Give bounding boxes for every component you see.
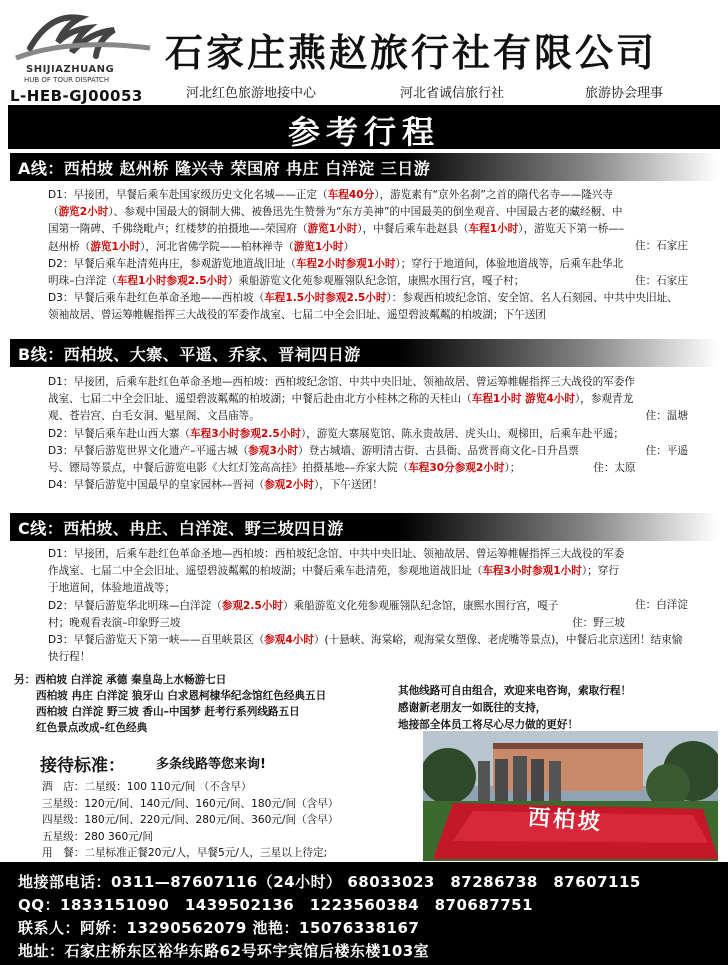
invite-line-3: 地接部全体员工将尽心尽力做的更好！ (398, 719, 579, 731)
header-tagline-1: 河北红色旅游地接中心 (186, 86, 317, 101)
route-c-itinerary (48, 546, 688, 666)
logo-text: SHIJIAZHUANG (26, 64, 115, 75)
standard-row: 用 餐：二星标准正餐20元/人，早餐5元/人，三星以上待定; (42, 847, 328, 859)
route-b-day-2: 住：平遥 D2：早餐后乘车赴山西大寨（车程3小时参观2.5小时），游览大寨展览馆、陈永贵故居、虎头山、观梯田，后乘车赴平遥； (48, 427, 688, 457)
standard-row: 酒 店：二星级：100 110元/间 （不含早） (42, 781, 252, 793)
footer-contact: 联系人：阿娇：13290562079 池艳：15076338167 (18, 919, 420, 937)
route-a-day-3: D3：早餐后乘车赴红色革命圣地——西柏坡（车程1.5小时参观2.5小时）：参观西柏坡纪念馆、安全馆、名人石刻园、中共中央旧址、领袖故居、曾运筹帷幄指挥三大战役的军委作战室、七届二中全会旧址、遥望碧波粼粼的柏坡湖；下午送团 (48, 292, 678, 322)
route-a-day-2: 住：石家庄 D2：早餐后乘车赴清苑冉庄，参观游览地道战旧址（车程2小时参观1小时）；穿行于地道间，体验地道战等，后乘车赴华北明珠–白洋淀（车程1小时参观2.5小时）乘船游览文化苑参观雁翎队纪念馆，康熙水围行宫，嘎子村； (48, 257, 688, 288)
invite-line-2: 感谢新老朋友一如既往的支持， (398, 702, 547, 714)
photo-sign: 西柏坡 (527, 805, 604, 836)
route-c-day-2: 住：野三坡 D2：早餐后游览华北明珠—白洋淀（参观2.5小时）乘船游览文化苑参观雁翎队纪念馆，康熙水围行宫，嘎子村；晚观看表演–印象野三坡 (48, 599, 626, 629)
header-tagline-3: 旅游协会理事 (585, 86, 664, 101)
contact-footer (0, 862, 728, 965)
footer-address: 地址：石家庄桥东区裕华东路62号环宇宾馆后楼东楼103室 (18, 942, 430, 960)
route-b-itinerary (48, 374, 688, 494)
other-routes (14, 672, 414, 736)
page-title: 参考行程 (287, 113, 440, 151)
route-c-label: C线：西柏坡、冉庄、白洋淀、野三坡四日游 (18, 519, 344, 538)
footer-phone: 地接部电话：0311—87607116（24小时） 68033023 87286738 87607115 (18, 873, 641, 891)
standards-list (42, 779, 412, 862)
photo-scene (423, 731, 718, 861)
header-tagline-2: 河北省诚信旅行社 (400, 86, 505, 101)
license-number: L-HEB-GJ00053 (10, 87, 143, 105)
invite-line-1: 其他线路可自由组合，欢迎来电咨询，索取行程！ (398, 685, 632, 697)
route-c-day-3: D3：早餐后游览天下第一峡——百里峡景区（参观4小时）(十悬峡、海棠峪，观海棠女塑像、老虎嘴等景点)，中餐后北京送团！结束愉快行程！ (48, 634, 683, 664)
standards-subtitle: 多条线路等您来询! (156, 757, 266, 772)
standard-row: 四星级：180元/间、220元/间、280元/间、360元/间（含早） (42, 814, 339, 826)
route-a-header (10, 153, 718, 181)
standard-row: 五星级：280 360元/间 (42, 830, 153, 843)
route-b-day-4: D4：早餐后游览中国最早的皇家园林––晋祠（参观2小时），下午送团！ (48, 479, 383, 492)
invitation-text (398, 683, 723, 734)
route-c-header (10, 513, 718, 541)
route-b-day-3: 住：太原 D3：早餐后游览世界文化遗产–平遥古城（参观3小时）登古城墙、游明清古街、古县衙、品赏晋商文化–日升昌票号、镖局等景点，中餐后游览电影《大红灯笼高高挂》拍摄基地––乔家大院（车程30分参观2小时）； (48, 444, 636, 475)
route-a-day-1: 住：石家庄 D1：早接团，早餐后乘车赴国家级历史文化名城——正定（车程40分），游览素有“京外名刹”之首的隋代名寺——隆兴寺（游览2小时）、参观中国最大的铜制大佛、被鲁迅先生赞誉为“东方美神”的中国最美的倒坐观音、中国最古老的藏经橱、中国第一隋碑、千佛绕毗卢；红楼梦的拍摄地—–荣国府（游览1小时），中餐后乘车赴赵县（车程1小时），游览天下第一桥—–赵州桥（游览1小时），河北省佛学院——柏林禅寺（游览1小时） (48, 189, 688, 253)
standard-row: 三星级：120元/间、140元/间、160元/间、180元/间（含早） (42, 797, 339, 810)
route-c-day-1: 住：白洋淀 D1：早接团，后乘车赴红色革命圣地—西柏坡：西柏坡纪念馆、中共中央旧址、领袖故居、曾运筹帷幄指挥三大战役的军委作战室、七届二中全会旧址、遥望碧波粼粼的柏坡湖；中餐后乘车赴清苑，参观地道战旧址（车程3小时参观1小时）；穿行于地道间，体验地道战等； (48, 548, 688, 611)
route-b-header (10, 339, 718, 367)
other-route-4: 红色景点改成–红色经典 (36, 722, 148, 734)
xibaipo-photo (423, 731, 718, 861)
footer-qq: QQ：1833151090 1439502136 1223560384 870687751 (18, 896, 534, 914)
route-b-day-1: 住：温塘 D1：早接团，后乘车赴红色革命圣地—西柏坡：西柏坡纪念馆、中共中央旧址、领袖故居、曾运筹帷幄指挥三大战役的军委作战室、七届二中全会旧址、遥望碧波粼粼的柏坡湖；中餐后赴由北方小桂林之称的天桂山（车程1小时 游览4小时），参观青龙观、苍岩宫、白毛女洞、魁星阁、文昌庙等。 (48, 376, 688, 423)
other-route-1: 另：西柏坡 白洋淀 承德 秦皇岛上水畅游七日 (14, 674, 227, 686)
page-title-bar (8, 105, 720, 149)
route-a-itinerary (48, 187, 688, 325)
other-route-2: 西柏坡 冉庄 白洋淀 狼牙山 白求恩柯棣华纪念馆红色经典五日 (36, 690, 327, 702)
other-route-3: 西柏坡 白洋淀 野三坡 香山–中国梦 赶考行系列线路五日 (36, 706, 300, 718)
company-logo (10, 8, 158, 86)
standards-title: 接待标准： (40, 756, 125, 776)
company-name: 石家庄燕赵旅行社有限公司 (165, 31, 658, 75)
logo-subtext: HUB OF TOUR DISPATCH (24, 76, 110, 84)
route-b-label: B线：西柏坡、大寨、平遥、乔家、晋祠四日游 (18, 345, 361, 364)
route-a-label: A线：西柏坡 赵州桥 隆兴寺 荣国府 冉庄 白洋淀 三日游 (18, 159, 431, 178)
